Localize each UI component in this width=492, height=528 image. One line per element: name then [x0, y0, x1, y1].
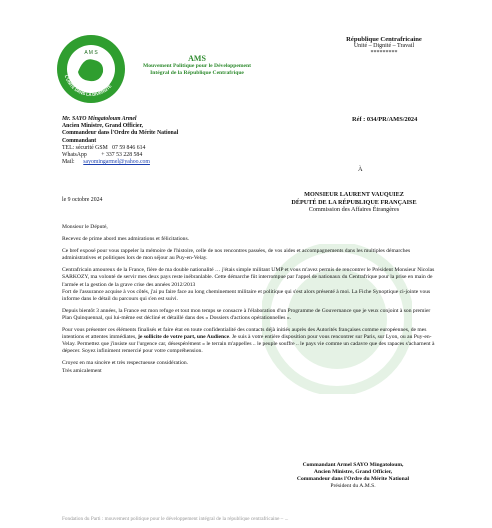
closing [62, 360, 438, 374]
signature-line-2: Ancien Ministre, Grand Officier, [313, 469, 393, 475]
signature-line-3: Commandeur dans l'Ordre du Mérite National [296, 476, 410, 482]
sender-title-1: Ancien Ministre, Grand Officier, [62, 123, 143, 130]
sender-mail-row [62, 159, 178, 166]
paragraph-1: Recevez de prime abord mes admirations et félicitations. [62, 236, 190, 243]
paragraph-3b: Fort de l'assurance acquise à vos côtés, j'ai pu faire face au long cheminement militaire et politique qui s'est alors présenté à moi. La Fiche Synoptique ci-jointe vous informe dans le détail du parcours qui s'en est suivi. [62, 288, 431, 302]
paragraph-3 [62, 267, 438, 302]
paragraph-2: Ce bref exposé pour vous rappeler la mémoire de l'histoire, celle de nos rencontres passées, de vos aides et accompagnements dans les multiples démarches administratives et politiques lors de mon séjour au Puy-en-Velay. [62, 248, 411, 262]
republic-title: République Centrafricaine [346, 36, 422, 43]
logo-ring-text: L'UNITÉ DANS LA DIVERSITÉ [63, 74, 113, 98]
paragraph-5c: . Je suis à votre entière disposition pour vous rencontrer sur Paris, sur Lyon, ou au Puy-en-Velay. Permettez que j'insiste sur l'urgence car, désespérément « le terrain m'appelles .. le peuple souffre .. le pays vie comme un cadavre que des rapaces s'acharnent à dépecer. Soyez infiniment remercié pour votre compréhension. [62, 334, 435, 355]
recipient-name: MONSIEUR LAURENT VAUQUIEZ [304, 191, 404, 198]
salutation: Monsieur le Député, [62, 224, 108, 230]
closing-2: Très amicalement [62, 367, 102, 374]
paragraph-5 [62, 327, 438, 355]
org-acronym: AMS [188, 54, 206, 63]
recipient-commission: Commission des Affaires Étrangères [308, 206, 400, 214]
republic-motto: Unité – Dignité – Travail [353, 43, 415, 49]
reference-number: Réf : 034/PR/AMS/2024 [352, 116, 418, 123]
letter-date: le 9 octobre 2024 [62, 197, 103, 203]
signature-line-4: Président du A.M.S. [330, 483, 376, 489]
republic-header [324, 36, 444, 57]
signature-block [256, 462, 450, 490]
sender-title-2: Commandeur dans l'Ordre du Mérite National [62, 130, 179, 137]
org-line-2: Intégral de la République Centrafrique [150, 69, 244, 76]
signature-name: Commandant Armel SAYO Mingatoloum, [302, 462, 404, 468]
audience-request: je sollicite de votre part, une Audience [137, 334, 230, 341]
sender-tel: TEL: sécurité GSM 07 59 846 614 [62, 144, 146, 151]
org-line-1: Mouvement Politique pour le Développement [142, 63, 252, 69]
sender-whatsapp: WhatsApp + 337 53 228 584 [62, 152, 143, 159]
mail-link[interactable]: sayomingarmel@yahoo.com [83, 159, 150, 166]
sender-title-3: Commandant [62, 137, 97, 144]
ams-logo [56, 34, 126, 104]
recipient-role: DÉPUTÉ DE LA RÉPUBLIQUE FRANÇAISE [291, 198, 417, 206]
republic-stars: ********* [370, 50, 398, 56]
recipient-a: À [358, 166, 363, 173]
mail-label: Mail: [62, 159, 75, 166]
sender-name: Mr. SAYO Mingatoloum Armel [62, 116, 137, 122]
paragraph-3a: Centrafricain amoureux de la France, fière de ma double nationalité … j'étais simple militant UMP et vous m'avez permis de rencontrer le Président Monsieur Nicolas SARKOZY, ma volonté de servir mes deux pays reste inébranlable. Cette démarche fût interrompue par l'appel de nationaux du Centrafrique pour la prise en main de l'armée et la gestion de la grave crise des années 2012/2013 [62, 267, 435, 288]
sender-block [62, 116, 178, 166]
letter-body [62, 224, 438, 375]
footer-text: Fondation du Parti : mouvement politique pour le développement intégral de la république centrafricaine – ... [62, 516, 289, 522]
recipient-block [254, 191, 454, 214]
organization-header [132, 54, 262, 76]
paragraph-5a: Pour vous présenter ces éléments finalisés et faire état en toute confidentialité des contacts déjà initiés auprès des Autorités françaises comme européennes, de mes intentions et attentes immédiates, [62, 327, 427, 341]
paragraph-4: Depuis bientôt 3 années, la France est mon refuge et tout mon temps se consacre à l'élaboration d'un Programme de Gouvernance que je veux conjoint à son premier Plan Quinquennal, qui lui-même est décliné et détaillé dans des « Dossiers d'actions opérationnelles ». [62, 307, 431, 321]
logo-text: A M S [84, 50, 98, 56]
closing-1: Croyez en ma sincère et très respectueuse considération. [62, 360, 189, 367]
